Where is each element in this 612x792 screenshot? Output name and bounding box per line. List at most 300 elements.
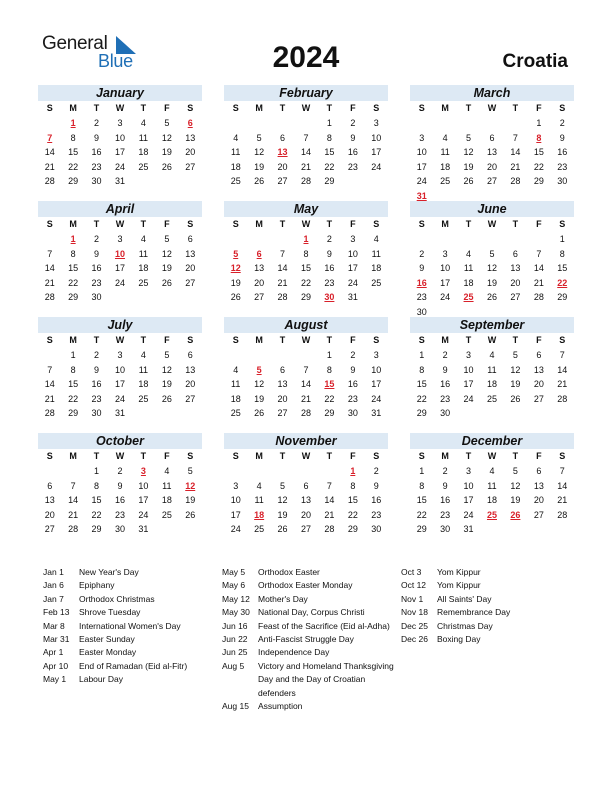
day-cell: 9: [350, 364, 356, 375]
day-cell: 7: [303, 364, 309, 375]
day-cell: 23: [371, 509, 382, 520]
holiday-name: Boxing Day: [437, 634, 481, 645]
day-cell: 4: [466, 248, 472, 259]
day-cell: 2: [419, 248, 425, 259]
holiday-entry: [401, 606, 579, 619]
day-cell: 29: [557, 292, 568, 303]
day-cell: 29: [533, 176, 544, 187]
month-grid: [38, 449, 202, 537]
month-november: [224, 433, 388, 537]
day-cell: 21: [533, 277, 544, 288]
day-cell: 5: [256, 132, 262, 143]
holiday-name: International Women's Day: [79, 620, 181, 631]
day-cell: 25: [138, 277, 149, 288]
day-cell: 28: [277, 292, 288, 303]
weekday-label: T: [465, 219, 472, 229]
empty-day: [271, 464, 294, 479]
day-cell: 22: [68, 277, 79, 288]
holiday-day: 5: [233, 248, 239, 259]
day-cell: 26: [161, 277, 172, 288]
day-cell: 1: [326, 118, 332, 128]
weekday-label: T: [140, 103, 147, 113]
month-december: [410, 433, 574, 537]
weekday-label: F: [350, 219, 356, 229]
day-cell: 20: [185, 147, 196, 158]
weekday-label: F: [164, 451, 170, 461]
day-cell: 10: [440, 263, 451, 274]
holiday-name: Remembrance Day: [437, 607, 511, 618]
month-grid: [410, 449, 574, 537]
day-cell: 27: [185, 161, 196, 172]
day-cell: 25: [138, 393, 149, 404]
day-cell: 2: [94, 234, 100, 244]
day-cell: 19: [161, 379, 172, 390]
weekday-label: F: [350, 451, 356, 461]
day-cell: 24: [230, 524, 241, 535]
weekday-label: T: [93, 451, 100, 461]
day-cell: 27: [254, 292, 265, 303]
day-cell: 14: [324, 495, 335, 506]
day-cell: 31: [371, 408, 382, 419]
holiday-name: Easter Sunday: [79, 634, 135, 645]
day-cell: 11: [254, 495, 264, 506]
day-cell: 22: [533, 161, 544, 172]
weekday-label: F: [164, 335, 170, 345]
day-cell: 14: [557, 364, 568, 375]
weekday-label: S: [232, 219, 239, 229]
day-cell: 24: [371, 393, 382, 404]
day-cell: 22: [91, 509, 102, 520]
day-cell: 18: [138, 379, 149, 390]
day-cell: 4: [233, 364, 239, 375]
holiday-day: 22: [557, 277, 568, 288]
day-cell: 11: [138, 248, 149, 259]
day-cell: 17: [463, 379, 474, 390]
day-cell: 8: [94, 480, 100, 491]
day-cell: 15: [324, 147, 335, 158]
day-cell: 23: [347, 161, 358, 172]
weekday-label: T: [512, 335, 519, 345]
day-cell: 8: [70, 364, 76, 375]
day-cell: 7: [303, 132, 309, 143]
day-cell: 7: [280, 248, 286, 259]
day-cell: 13: [300, 495, 311, 506]
month-title: April: [38, 201, 202, 217]
weekday-label: F: [350, 335, 356, 345]
day-cell: 13: [486, 147, 497, 158]
day-cell: 21: [277, 277, 288, 288]
day-cell: 8: [326, 364, 332, 375]
weekday-label: S: [232, 451, 239, 461]
empty-day: [247, 464, 270, 479]
day-cell: 16: [440, 495, 451, 506]
holiday-day: 8: [536, 132, 542, 143]
weekday-label: S: [373, 219, 380, 229]
holiday-entry: [222, 593, 394, 606]
day-cell: 19: [486, 277, 497, 288]
weekday-label: S: [232, 335, 239, 345]
day-cell: 27: [185, 393, 196, 404]
day-cell: 13: [185, 248, 196, 259]
day-cell: 22: [324, 393, 335, 404]
day-cell: 7: [47, 364, 53, 375]
day-cell: 28: [324, 524, 335, 535]
empty-day: [247, 232, 270, 247]
holiday-name: National Day, Corpus Christi: [258, 607, 365, 618]
day-cell: 23: [91, 277, 102, 288]
day-cell: 5: [164, 350, 170, 360]
day-cell: 4: [164, 466, 170, 476]
month-grid: [38, 217, 202, 305]
day-cell: 26: [161, 161, 172, 172]
weekday-label: S: [418, 219, 425, 229]
day-cell: 1: [536, 118, 542, 128]
day-cell: 15: [68, 263, 79, 274]
day-cell: 8: [419, 364, 425, 375]
weekday-label: M: [69, 219, 77, 229]
holiday-date: Apr 10: [43, 660, 69, 671]
day-cell: 3: [117, 118, 123, 128]
day-cell: 25: [486, 393, 497, 404]
weekday-label: F: [536, 335, 542, 345]
day-cell: 29: [300, 292, 311, 303]
day-cell: 17: [347, 263, 358, 274]
holiday-name: Independence Day: [258, 647, 330, 658]
day-cell: 26: [254, 408, 265, 419]
day-cell: 2: [326, 234, 332, 244]
day-cell: 3: [466, 350, 472, 360]
day-cell: 21: [557, 379, 568, 390]
weekday-label: M: [441, 451, 449, 461]
holiday-date: May 6: [222, 580, 246, 591]
day-cell: 4: [140, 350, 146, 360]
day-cell: 19: [277, 509, 288, 520]
day-cell: 4: [233, 132, 239, 143]
day-cell: 16: [557, 147, 568, 158]
holiday-name: Victory and Homeland Thanksgiving Day and the Day of Croatian defenders: [258, 660, 394, 698]
empty-day: [504, 232, 527, 247]
day-cell: 31: [347, 292, 358, 303]
day-cell: 8: [303, 248, 309, 259]
day-cell: 11: [487, 364, 497, 375]
day-cell: 5: [187, 466, 193, 476]
day-cell: 28: [44, 176, 55, 187]
day-cell: 1: [419, 466, 425, 476]
day-cell: 19: [185, 495, 196, 506]
day-cell: 17: [114, 379, 125, 390]
day-cell: 5: [489, 248, 495, 259]
holiday-date: Jun 25: [222, 647, 248, 658]
day-cell: 9: [559, 132, 565, 143]
weekday-label: W: [301, 451, 311, 461]
day-cell: 2: [94, 350, 100, 360]
weekday-label: W: [115, 219, 125, 229]
weekday-label: S: [187, 219, 194, 229]
day-cell: 30: [557, 176, 568, 187]
day-cell: 14: [300, 379, 311, 390]
day-cell: 29: [347, 524, 358, 535]
day-cell: 3: [233, 480, 239, 491]
day-cell: 17: [114, 263, 125, 274]
holiday-column: [222, 566, 394, 713]
day-cell: 30: [91, 292, 102, 303]
day-cell: 5: [164, 234, 170, 244]
holiday-entry: [222, 579, 394, 592]
holiday-name: Yom Kippur: [437, 567, 481, 577]
weekday-label: S: [418, 335, 425, 345]
day-cell: 21: [510, 161, 521, 172]
day-cell: 4: [140, 118, 146, 128]
day-cell: 29: [416, 524, 427, 535]
day-cell: 13: [533, 480, 544, 491]
day-cell: 10: [371, 364, 382, 375]
weekday-label: M: [441, 103, 449, 113]
day-cell: 11: [371, 248, 381, 259]
holiday-day: 1: [303, 234, 309, 244]
weekday-label: W: [487, 103, 497, 113]
day-cell: 6: [280, 364, 286, 375]
holiday-name: Orthodox Easter Monday: [258, 580, 353, 591]
weekday-label: W: [301, 219, 311, 229]
day-cell: 23: [440, 509, 451, 520]
holiday-date: May 5: [222, 567, 246, 577]
day-cell: 10: [463, 480, 474, 491]
month-grid: [224, 101, 388, 189]
day-cell: 15: [557, 263, 568, 274]
day-cell: 26: [254, 176, 265, 187]
day-cell: 26: [230, 292, 241, 303]
day-cell: 6: [536, 350, 542, 360]
weekday-label: S: [187, 335, 194, 345]
empty-day: [294, 464, 317, 479]
holiday-name: Christmas Day: [437, 620, 493, 631]
holiday-day: 16: [416, 277, 427, 288]
day-cell: 20: [185, 263, 196, 274]
day-cell: 25: [138, 161, 149, 172]
month-march: [410, 85, 574, 204]
holiday-day: 13: [277, 147, 288, 158]
day-cell: 11: [463, 263, 474, 274]
day-cell: 6: [303, 480, 309, 491]
day-cell: 22: [68, 161, 79, 172]
day-cell: 15: [68, 147, 79, 158]
day-cell: 16: [91, 263, 102, 274]
day-cell: 25: [161, 509, 172, 520]
day-cell: 30: [416, 306, 427, 317]
month-august: [224, 317, 388, 421]
day-cell: 17: [440, 277, 451, 288]
day-cell: 22: [416, 393, 427, 404]
holiday-entry: [222, 633, 394, 646]
empty-day: [38, 464, 61, 479]
day-cell: 24: [416, 176, 427, 187]
day-cell: 5: [280, 480, 286, 491]
day-cell: 21: [44, 393, 55, 404]
holiday-entry: [43, 606, 221, 619]
calendar-year: 2024: [272, 41, 340, 74]
day-cell: 16: [114, 495, 125, 506]
day-cell: 3: [419, 132, 425, 143]
weekday-label: S: [46, 335, 53, 345]
day-cell: 25: [230, 408, 241, 419]
weekday-label: T: [326, 335, 333, 345]
month-title: May: [224, 201, 388, 217]
empty-day: [224, 232, 247, 247]
holiday-entry: [43, 646, 221, 659]
day-cell: 2: [373, 466, 379, 476]
day-cell: 7: [326, 480, 332, 491]
weekday-label: S: [373, 103, 380, 113]
day-cell: 3: [466, 466, 472, 476]
day-cell: 9: [117, 480, 123, 491]
weekday-label: S: [559, 103, 566, 113]
weekday-label: F: [536, 219, 542, 229]
day-cell: 3: [117, 350, 123, 360]
holiday-date: Oct 12: [401, 580, 427, 591]
empty-day: [271, 116, 294, 131]
weekday-label: S: [46, 103, 53, 113]
day-cell: 5: [512, 466, 518, 476]
day-cell: 27: [44, 524, 55, 535]
day-cell: 26: [486, 292, 497, 303]
day-cell: 12: [161, 248, 172, 259]
holiday-date: Mar 8: [43, 620, 65, 631]
weekday-label: S: [559, 451, 566, 461]
day-cell: 13: [254, 263, 265, 274]
day-cell: 3: [350, 234, 356, 244]
day-cell: 31: [138, 524, 149, 535]
day-cell: 2: [350, 118, 356, 128]
day-cell: 8: [70, 248, 76, 259]
month-title: February: [224, 85, 388, 101]
weekday-label: S: [559, 335, 566, 345]
weekday-label: T: [140, 335, 147, 345]
day-cell: 3: [373, 350, 379, 360]
empty-day: [457, 116, 480, 131]
empty-day: [224, 464, 247, 479]
holiday-date: Feb 13: [43, 607, 70, 618]
day-cell: 25: [440, 176, 451, 187]
day-cell: 20: [533, 495, 544, 506]
empty-day: [271, 348, 294, 363]
holiday-day: 15: [324, 379, 335, 390]
day-cell: 4: [256, 480, 262, 491]
day-cell: 7: [559, 350, 565, 360]
day-cell: 21: [68, 509, 79, 520]
day-cell: 28: [557, 509, 568, 520]
month-title: October: [38, 433, 202, 449]
weekday-label: T: [140, 451, 147, 461]
day-cell: 10: [416, 147, 427, 158]
day-cell: 3: [373, 118, 379, 128]
weekday-label: T: [512, 451, 519, 461]
day-cell: 17: [138, 495, 149, 506]
holiday-day: 26: [510, 509, 521, 520]
weekday-label: S: [559, 219, 566, 229]
day-cell: 24: [138, 509, 149, 520]
weekday-label: F: [164, 103, 170, 113]
day-cell: 20: [254, 277, 265, 288]
day-cell: 4: [373, 234, 379, 244]
holiday-name: All Saints' Day: [437, 593, 492, 604]
holiday-day: 7: [47, 132, 53, 143]
day-cell: 20: [486, 161, 497, 172]
weekday-label: W: [301, 103, 311, 113]
day-cell: 19: [161, 147, 172, 158]
weekday-label: T: [93, 219, 100, 229]
day-cell: 31: [463, 524, 474, 535]
day-cell: 30: [440, 524, 451, 535]
day-cell: 14: [510, 147, 521, 158]
day-cell: 23: [91, 393, 102, 404]
day-cell: 23: [440, 393, 451, 404]
holiday-day: 25: [486, 509, 497, 520]
holiday-entry: [43, 579, 221, 592]
day-cell: 18: [463, 277, 474, 288]
day-cell: 14: [68, 495, 79, 506]
day-cell: 9: [350, 132, 356, 143]
day-cell: 17: [371, 379, 382, 390]
day-cell: 28: [510, 176, 521, 187]
day-cell: 19: [254, 393, 265, 404]
day-cell: 20: [277, 161, 288, 172]
holiday-entry: [222, 660, 394, 700]
weekday-label: T: [279, 219, 286, 229]
day-cell: 24: [114, 161, 125, 172]
month-october: [38, 433, 202, 537]
day-cell: 27: [300, 524, 311, 535]
day-cell: 14: [533, 263, 544, 274]
day-cell: 19: [463, 161, 474, 172]
day-cell: 12: [161, 364, 172, 375]
weekday-label: W: [301, 335, 311, 345]
day-cell: 14: [44, 379, 55, 390]
weekday-label: W: [115, 335, 125, 345]
month-july: [38, 317, 202, 421]
holiday-name: Yom Kippur: [437, 580, 481, 591]
empty-day: [527, 232, 550, 247]
holiday-day: 30: [324, 292, 335, 303]
month-september: [410, 317, 574, 421]
weekday-label: T: [465, 103, 472, 113]
day-cell: 9: [442, 480, 448, 491]
day-cell: 15: [91, 495, 102, 506]
day-cell: 30: [91, 176, 102, 187]
weekday-label: W: [487, 219, 497, 229]
holiday-date: Aug 15: [222, 701, 249, 712]
month-title: January: [38, 85, 202, 101]
day-cell: 16: [324, 263, 335, 274]
day-cell: 17: [230, 509, 241, 520]
day-cell: 16: [91, 379, 102, 390]
day-cell: 21: [300, 161, 311, 172]
day-cell: 25: [371, 277, 382, 288]
holiday-day: 6: [187, 118, 193, 128]
day-cell: 27: [486, 176, 497, 187]
weekday-label: T: [279, 103, 286, 113]
day-cell: 19: [510, 495, 521, 506]
day-cell: 12: [510, 480, 521, 491]
day-cell: 24: [463, 393, 474, 404]
weekday-label: T: [465, 451, 472, 461]
holiday-entry: [43, 673, 221, 686]
holiday-name: Feast of the Sacrifice (Eid al-Adha): [258, 620, 390, 631]
day-cell: 19: [161, 263, 172, 274]
day-cell: 4: [442, 132, 448, 143]
day-cell: 9: [94, 132, 100, 143]
holiday-day: 12: [185, 480, 196, 491]
day-cell: 22: [324, 161, 335, 172]
